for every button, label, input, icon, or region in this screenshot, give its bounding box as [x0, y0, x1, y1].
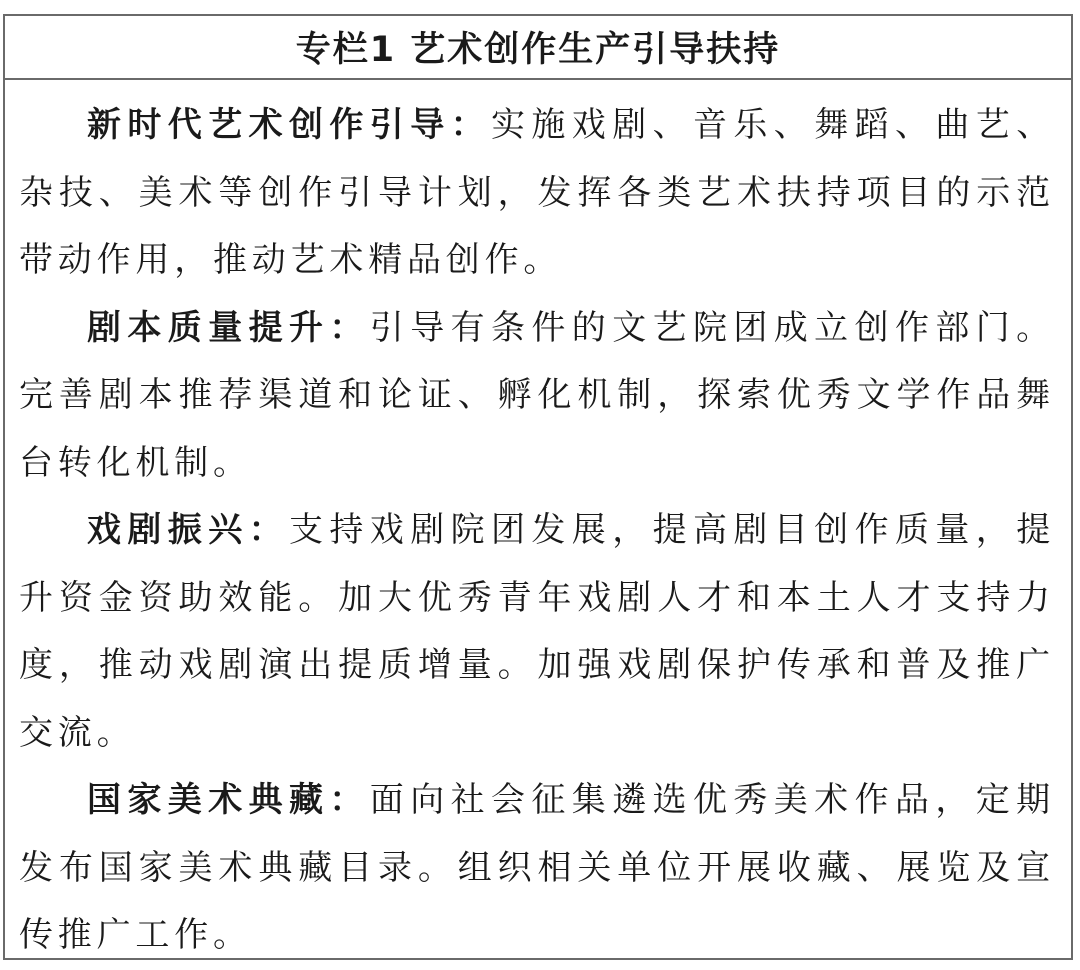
section-text: 面向社会征集遴选优秀美术作品，定期发布国家美术典藏目录。组织相关单位开展收藏、展览及宣传推广工作。 — [19, 780, 1055, 955]
column-content — [5, 80, 1071, 970]
section-art-creation-guidance — [19, 92, 1055, 295]
section-label: 新时代艺术创作引导： — [87, 105, 491, 145]
column-title: 专栏1 艺术创作生产引导扶持 — [295, 30, 781, 70]
section-national-art-collection — [19, 767, 1055, 970]
section-label: 剧本质量提升： — [87, 307, 370, 348]
section-text: 支持戏剧院团发展，提高剧目创作质量，提升资金资助效能。加大优秀青年戏剧人才和本土人才支持力度，推动戏剧演出提质增量。加强戏剧保护传承和普及推广交流。 — [19, 510, 1055, 753]
section-text: 实施戏剧、音乐、舞蹈、曲艺、杂技、美术等创作引导计划，发挥各类艺术扶持项目的示范带动作用，推动艺术精品创作。 — [19, 105, 1055, 280]
section-script-quality — [19, 295, 1055, 498]
section-drama-revitalization — [19, 497, 1055, 767]
section-label: 国家美术典藏： — [87, 780, 370, 820]
column-header — [5, 16, 1071, 80]
section-text: 引导有条件的文艺院团成立创作部门。完善剧本推荐渠道和论证、孵化机制，探索优秀文学作品舞台转化机制。 — [19, 307, 1055, 483]
column-box — [3, 14, 1073, 960]
section-label: 戏剧振兴： — [87, 510, 289, 550]
